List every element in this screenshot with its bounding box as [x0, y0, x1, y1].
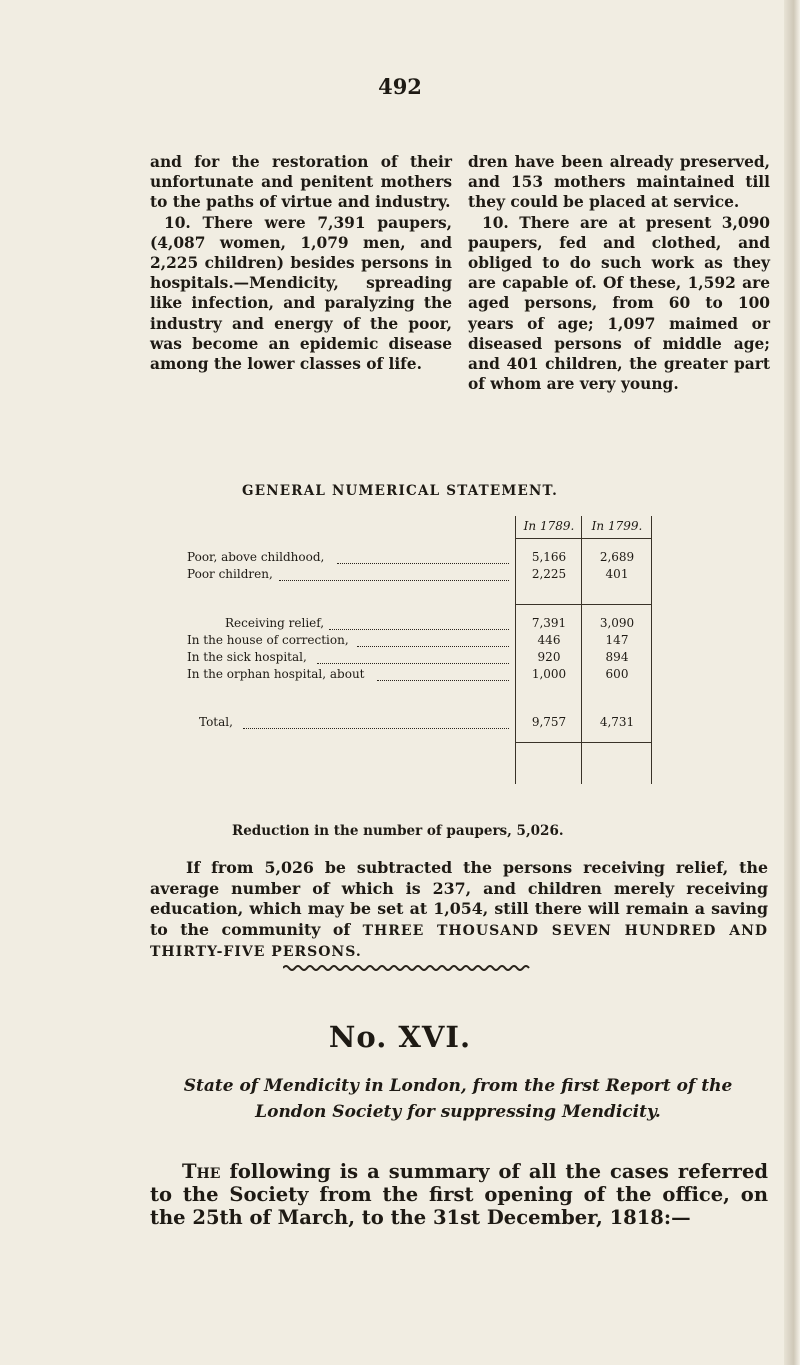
two-column-text: [150, 152, 770, 394]
reduction-line: Reduction in the number of paupers, 5,026.: [232, 823, 564, 839]
right-column: [468, 152, 770, 394]
value-1789: 446: [537, 633, 561, 647]
section-heading: No. XVI.: [328, 1020, 472, 1054]
column-header-1799: In 1799.: [591, 519, 643, 533]
value-1789: 2,225: [531, 567, 567, 581]
leader-dots: [377, 662, 509, 681]
saving-paragraph-emphasis: THREE THOUSAND SEVEN HUNDRED AND THIRTY-FIVE PERSONS.: [150, 922, 769, 960]
table-header-row: [187, 519, 767, 537]
value-1789: 1,000: [531, 667, 567, 681]
table-row: [187, 567, 767, 585]
row-label: In the house of correction,: [187, 633, 349, 647]
table-row: [187, 667, 767, 685]
summary-paragraph-text: following is a summary of all the cases referred to the Society from the first opening of the office, on the 25th of March, to the 31st December, 1818:—: [150, 1160, 768, 1229]
row-label: Total,: [199, 715, 233, 729]
value-1789: 5,166: [531, 550, 567, 564]
row-label: Receiving relief,: [225, 616, 325, 630]
statement-title: GENERAL NUMERICAL STATEMENT.: [242, 483, 558, 499]
value-1799: 401: [605, 567, 629, 581]
value-1799: 894: [605, 650, 629, 664]
right-paragraph-1: dren have been already preserved, and 153 mothers maintained till they could be placed at service.: [468, 153, 770, 212]
page-edge: [784, 0, 800, 1365]
table-rule: [515, 742, 651, 743]
row-label: Poor children,: [187, 567, 273, 581]
left-column: [150, 152, 452, 394]
leader-dots: [279, 562, 509, 581]
page-number: 492: [378, 74, 422, 99]
table-rule: [515, 604, 651, 605]
saving-paragraph: [150, 858, 768, 963]
value-1799: 2,689: [599, 550, 635, 564]
left-paragraph-1: and for the restoration of their unfortunate and penitent mothers to the paths of virtue and industry.: [150, 153, 452, 212]
value-1789: 7,391: [531, 616, 567, 630]
table-rule: [515, 538, 651, 539]
summary-paragraph: [150, 1160, 768, 1229]
table-total-row: [187, 715, 767, 733]
summary-lead-word: The: [182, 1160, 221, 1183]
left-paragraph-2: 10. There were 7,391 paupers, (4,087 women, 1,079 men, and 2,225 children) besides persons in hospitals.—Mendicity, spreading like infection, and paralyzing the industry and energy of the poor, was become an epidemic disease among the lower classes of life.: [150, 213, 452, 374]
leader-dots: [243, 710, 509, 729]
right-paragraph-2: 10. There are at present 3,090 paupers, fed and clothed, and obliged to do such work as they are capable of. Of these, 1,592 are aged persons, from 60 to 100 years of age; 1,097 maimed or diseased persons of middle age; and 401 children, the greater part of whom are very young.: [468, 213, 770, 394]
row-label: In the sick hospital,: [187, 650, 307, 664]
saving-paragraph-text: If from 5,026 be subtracted the persons receiving relief, the average number of which is 237, and children merely receiving education, which may be set at 1,054, still there will remain a saving to the community of: [150, 858, 768, 939]
value-1799: 600: [605, 667, 629, 681]
value-1799: 147: [605, 633, 629, 647]
decorative-rule-ornament: [283, 964, 531, 972]
value-1799: 4,731: [599, 715, 635, 729]
section-subtitle: State of Mendicity in London, from the first Report of the London Society for suppressing Mendicity.: [183, 1076, 733, 1122]
value-1799: 3,090: [599, 616, 635, 630]
value-1789: 9,757: [531, 715, 567, 729]
value-1789: 920: [537, 650, 561, 664]
column-header-1789: In 1789.: [523, 519, 575, 533]
row-label: Poor, above childhood,: [187, 550, 325, 564]
row-label: In the orphan hospital, about: [187, 667, 365, 681]
